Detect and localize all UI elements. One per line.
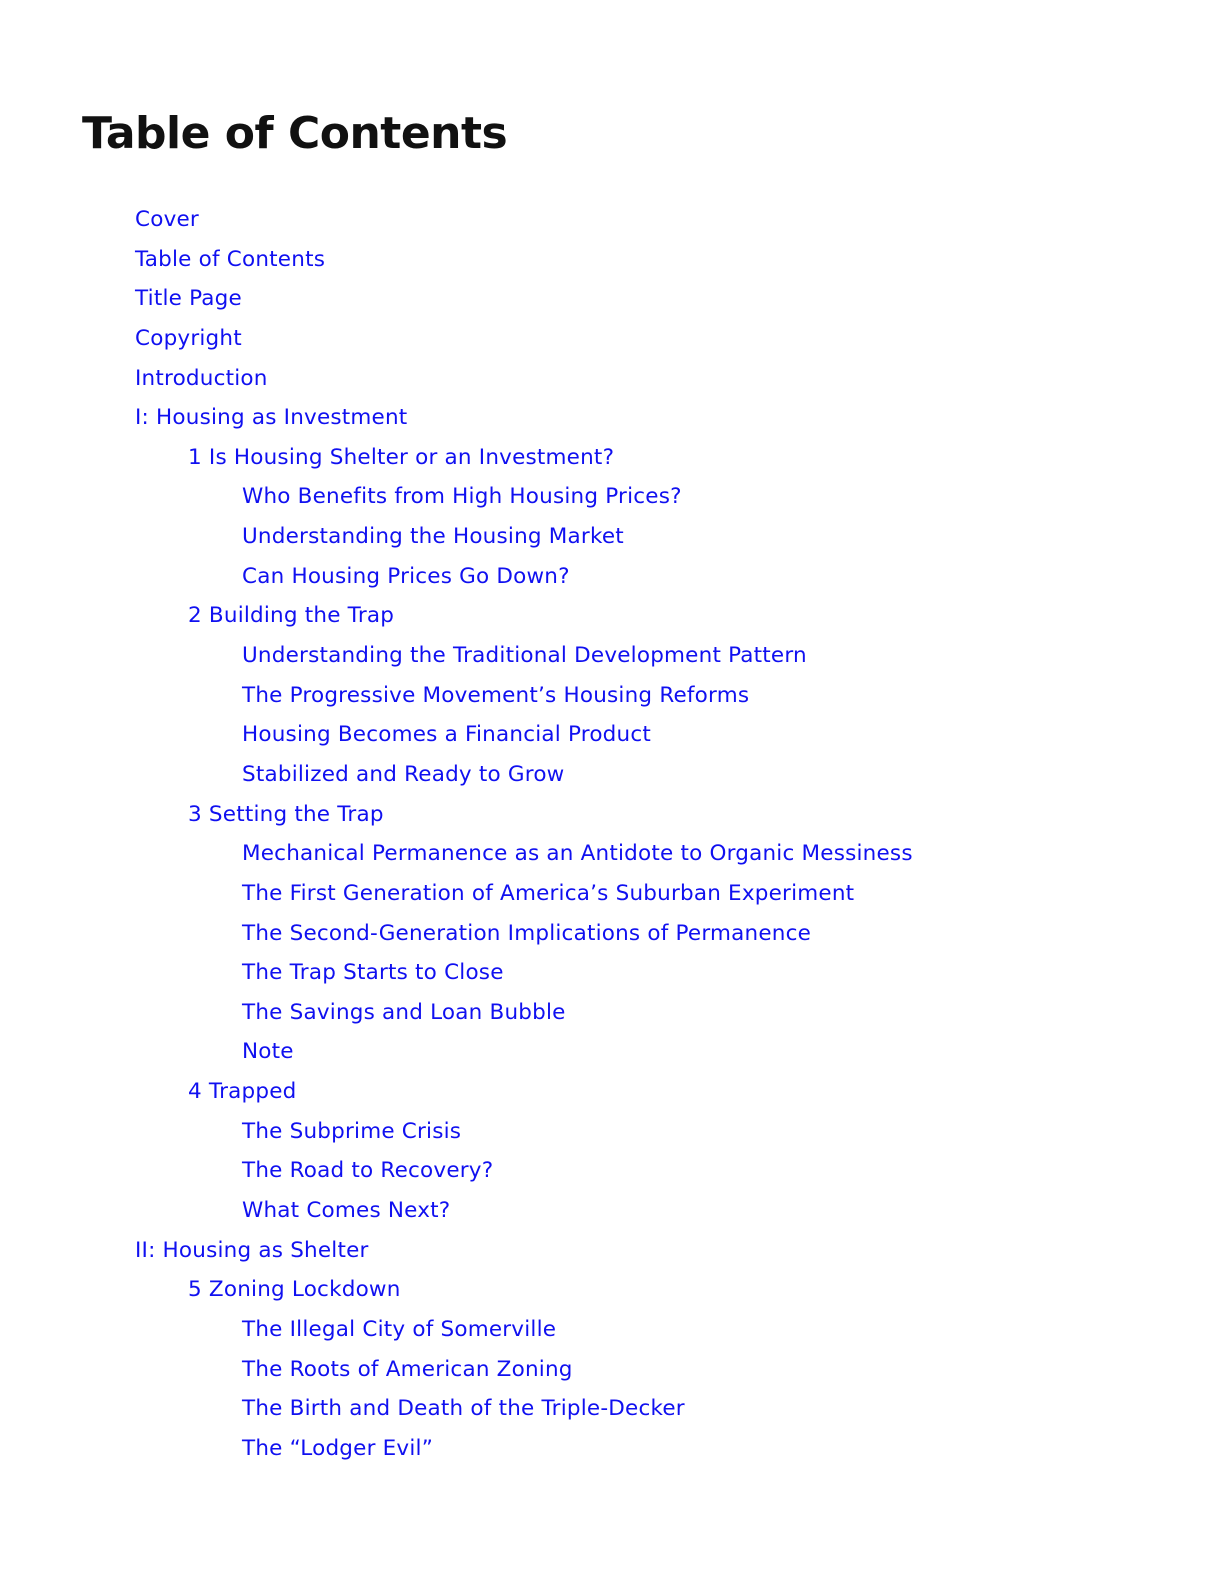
toc-link[interactable]: The Progressive Movement’s Housing Reforms — [242, 682, 750, 708]
toc-link[interactable]: The Road to Recovery? — [242, 1158, 494, 1184]
toc-entry — [0, 874, 913, 914]
toc-entry — [0, 1191, 913, 1231]
toc-entry — [0, 1231, 913, 1271]
toc-entry — [0, 517, 913, 557]
toc-link[interactable]: What Comes Next? — [242, 1198, 451, 1224]
toc-entry — [0, 834, 913, 874]
toc-link[interactable]: Mechanical Permanence as an Antidote to Organic Messiness — [242, 841, 913, 867]
toc-link[interactable]: The Savings and Loan Bubble — [242, 999, 566, 1025]
toc-link[interactable]: Copyright — [135, 325, 242, 351]
toc-entry — [0, 993, 913, 1033]
toc-link[interactable]: Table of Contents — [135, 246, 326, 272]
toc-entry — [0, 557, 913, 597]
toc-link[interactable]: Understanding the Traditional Development Pattern — [242, 643, 807, 669]
toc-link[interactable]: The Birth and Death of the Triple-Decker — [242, 1396, 685, 1422]
toc-link[interactable]: The Illegal City of Somerville — [242, 1316, 557, 1342]
toc-link[interactable]: The First Generation of America’s Suburban Experiment — [242, 880, 855, 906]
toc-link[interactable]: 2 Building the Trap — [188, 603, 395, 629]
toc-entry — [0, 636, 913, 676]
toc-entry — [0, 914, 913, 954]
toc-entry — [0, 240, 913, 280]
toc-link[interactable]: Who Benefits from High Housing Prices? — [242, 484, 682, 510]
toc-entry — [0, 477, 913, 517]
toc-link[interactable]: Can Housing Prices Go Down? — [242, 563, 570, 589]
toc-list — [0, 200, 913, 1469]
toc-entry — [0, 319, 913, 359]
toc-link[interactable]: 5 Zoning Lockdown — [188, 1277, 401, 1303]
toc-entry — [0, 398, 913, 438]
toc-entry — [0, 359, 913, 399]
toc-entry — [0, 279, 913, 319]
toc-entry — [0, 1350, 913, 1390]
toc-entry — [0, 715, 913, 755]
toc-entry — [0, 1429, 913, 1469]
toc-link[interactable]: The Subprime Crisis — [242, 1118, 462, 1144]
toc-link[interactable]: The “Lodger Evil” — [242, 1435, 434, 1461]
toc-link[interactable]: The Second-Generation Implications of Permanence — [242, 920, 812, 946]
toc-entry — [0, 438, 913, 478]
toc-entry — [0, 1072, 913, 1112]
toc-entry — [0, 1310, 913, 1350]
toc-link[interactable]: Stabilized and Ready to Grow — [242, 761, 565, 787]
toc-link[interactable]: Introduction — [135, 365, 268, 391]
toc-entry — [0, 200, 913, 240]
toc-link[interactable]: II: Housing as Shelter — [135, 1237, 369, 1263]
toc-entry — [0, 1032, 913, 1072]
toc-link[interactable]: The Roots of American Zoning — [242, 1356, 573, 1382]
toc-link[interactable]: Housing Becomes a Financial Product — [242, 722, 652, 748]
toc-entry — [0, 1389, 913, 1429]
toc-entry — [0, 795, 913, 835]
toc-link[interactable]: I: Housing as Investment — [135, 405, 408, 431]
toc-link[interactable]: The Trap Starts to Close — [242, 960, 504, 986]
page-title: Table of Contents — [82, 108, 508, 159]
toc-entry — [0, 676, 913, 716]
toc-link[interactable]: 4 Trapped — [188, 1079, 297, 1105]
toc-entry — [0, 1151, 913, 1191]
toc-entry — [0, 755, 913, 795]
toc-entry — [0, 953, 913, 993]
toc-link[interactable]: Title Page — [135, 286, 242, 312]
toc-link[interactable]: Cover — [135, 207, 199, 232]
toc-entry — [0, 596, 913, 636]
toc-link[interactable]: 1 Is Housing Shelter or an Investment? — [188, 444, 615, 470]
toc-entry — [0, 1112, 913, 1152]
toc-link[interactable]: 3 Setting the Trap — [188, 801, 384, 827]
toc-entry — [0, 1270, 913, 1310]
toc-link[interactable]: Understanding the Housing Market — [242, 524, 624, 550]
toc-link[interactable]: Note — [242, 1039, 294, 1065]
